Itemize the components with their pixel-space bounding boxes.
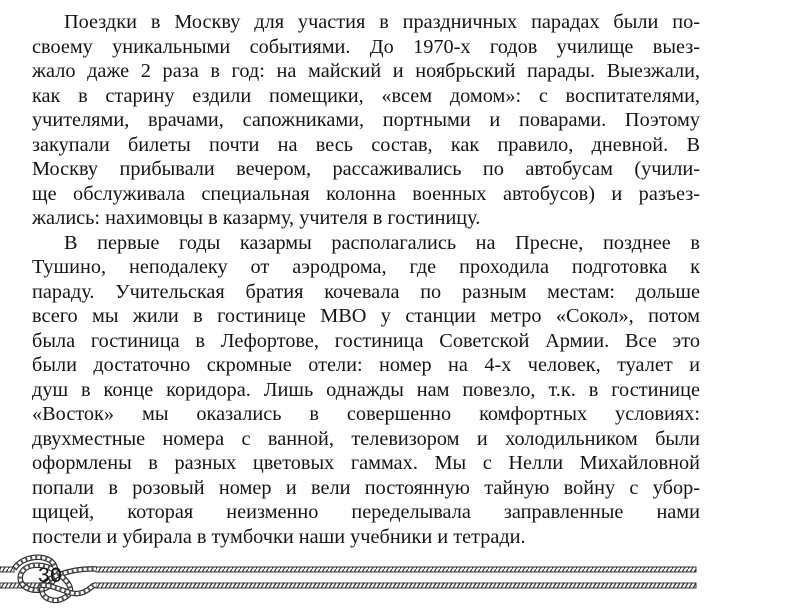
text-line: Поездки в Москву для участия в праздничных парадах были по- <box>64 11 700 33</box>
text-line: ще обслуживала специальная колонна военных автобусов) и разъез- <box>32 182 700 205</box>
rope-line-icon <box>0 567 696 588</box>
text-line: щицей, которая неизменно переделывала заправленные нами <box>32 501 700 523</box>
body-text <box>32 10 700 549</box>
paragraph-2 <box>32 231 700 550</box>
text-line: Москву прибывали вечером, рассаживались по автобусам (учили- <box>32 158 700 180</box>
text-line: как в старину ездили помещики, «всем домом»: с воспитателями, <box>32 84 700 107</box>
text-line: была гостиница в Лефортове, гостиница Советской Армии. Все это <box>32 329 700 352</box>
text-line: душ в конце коридора. Лишь однажды нам повезло, т.к. в гостинице <box>32 378 700 401</box>
page-number: 30 <box>38 564 63 587</box>
text-line: были достаточно скромные отели: номер на 4-х человек, туалет и <box>32 354 700 376</box>
text-line: жало даже 2 раза в год: на майский и ноябрьский парады. Выезжали, <box>32 60 700 82</box>
text-line: всего мы жили в гостинице МВО у станции метро «Сокол», потом <box>32 305 700 327</box>
text-line: попали в розовый номер и вели постоянную тайную войну с убор- <box>32 476 700 499</box>
text-line: жались: нахимовцы в казарму, учителя в гостиницу. <box>32 207 481 229</box>
text-line: закупали билеты почти на весь состав, как правило, дневной. В <box>32 133 700 156</box>
text-line: В первые годы казармы располагались на Пресне, позднее в <box>64 231 700 254</box>
text-line: своему уникальными событиями. До 1970-х годов училище выез- <box>32 35 700 58</box>
text-line: постели и убирала в тумбочки наши учебники и тетради. <box>32 525 526 548</box>
text-line: оформлены в разных цветовых гаммах. Мы с Нелли Михайловной <box>32 452 700 474</box>
text-line: двухместные номера с ванной, телевизором и холодильником были <box>32 427 700 450</box>
text-line: учителями, врачами, сапожниками, портными и поварами. Поэтому <box>32 109 700 131</box>
text-line: параду. Учительская братия кочевала по разным местам: дольше <box>32 280 700 303</box>
text-line: Тушино, неподалеку от аэродрома, где проходила подготовка к <box>32 256 700 278</box>
rope-footer <box>0 548 800 609</box>
text-line: «Восток» мы оказались в совершенно комфортных условиях: <box>32 403 700 425</box>
paragraph-1 <box>32 10 700 231</box>
